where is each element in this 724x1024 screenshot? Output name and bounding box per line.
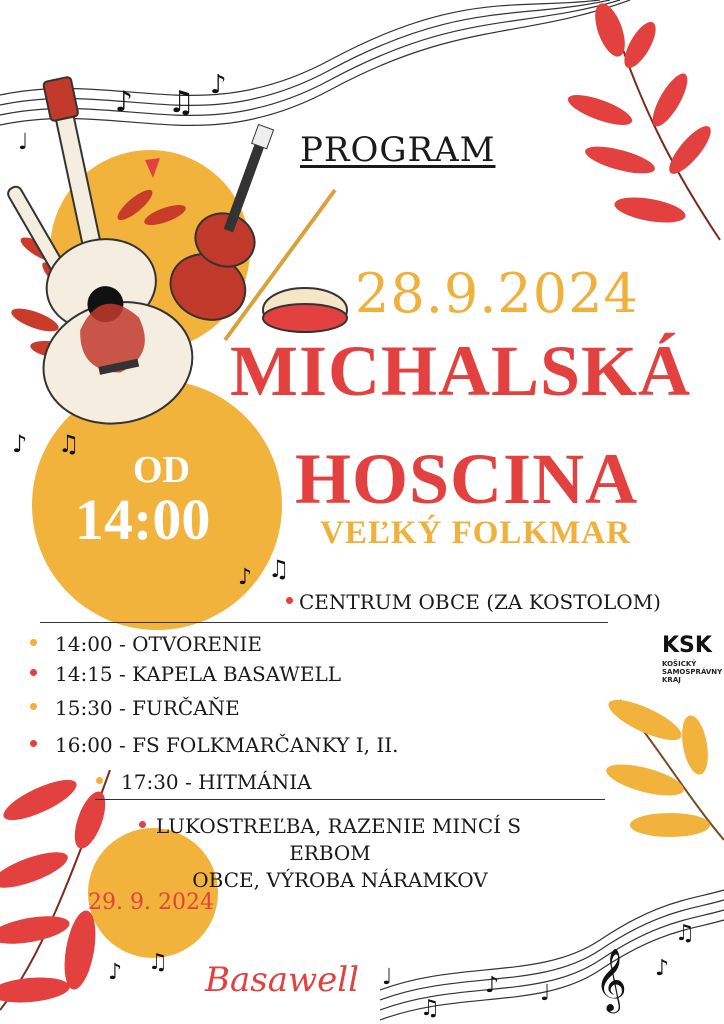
music-note-icon: ♫ [148, 950, 168, 975]
program-title: PROGRAM [300, 130, 496, 170]
sponsor-name: KOŠICKÝ SAMOSPRÁVNY KRAJ [662, 660, 723, 684]
bullet-dot [30, 639, 37, 646]
event-location [286, 590, 661, 614]
svg-text:KSK: KSK [662, 633, 712, 658]
bullet-dot [286, 597, 293, 604]
svg-text:𝄞: 𝄞 [595, 948, 627, 1011]
secondary-date: 29. 9. 2024 [88, 890, 214, 915]
location-text: CENTRUM OBCE (ZA KOSTOLOM) [299, 590, 661, 614]
event-date: 28.9.2024 [355, 262, 639, 325]
svg-text:♫: ♫ [420, 996, 440, 1021]
music-note-icon: ♪ [238, 565, 253, 590]
leaves-right-middle-icon [600, 690, 724, 850]
program-item: 14:00 - OTVORENIE [30, 632, 262, 656]
extra-activities [100, 813, 560, 894]
music-note-icon: ♪ [108, 960, 123, 985]
program-item: 17:30 - HITMÁNIA [96, 770, 312, 794]
svg-text:♩: ♩ [540, 981, 551, 1006]
bullet-dot [139, 821, 146, 828]
bullet-dot [96, 777, 103, 784]
bullet-dot [30, 703, 37, 710]
extra-line1: LUKOSTREĽBA, RAZENIE MINCÍ S ERBOM [100, 813, 560, 867]
event-title-line1: MICHALSKÁ [230, 331, 692, 411]
music-note-icon: ♪ [210, 70, 227, 100]
event-village: VEĽKÝ FOLKMAR [320, 515, 631, 551]
svg-text:♪: ♪ [485, 973, 500, 998]
divider-top [40, 622, 608, 623]
music-staff-bottom [380, 880, 724, 1024]
program-item: 14:15 - KAPELA BASAWELL [30, 662, 341, 686]
program-item: 16:00 - FS FOLKMARČANKY I, II. [30, 733, 399, 757]
band-logo: Basawell [205, 960, 359, 1000]
start-time: 14:00 [75, 487, 211, 552]
program-item: 15:30 - FURČAŇE [30, 696, 240, 720]
svg-text:♪: ♪ [655, 956, 670, 981]
svg-text:♫: ♫ [675, 921, 695, 946]
music-note-icon: ♫ [58, 430, 80, 458]
divider-bottom [95, 799, 605, 800]
bullet-dot [30, 669, 37, 676]
music-note-icon: ♫ [268, 555, 290, 583]
music-note-icon: ♩ [18, 130, 29, 155]
event-title-line2: HOSCINA [295, 439, 639, 519]
leaves-top-right-icon [570, 0, 724, 250]
music-note-icon: ♩ [382, 965, 393, 990]
music-note-icon: ♪ [12, 430, 28, 458]
music-note-icon: ♫ [168, 85, 195, 120]
ksk-logo-icon [662, 628, 712, 658]
bullet-dot [30, 740, 37, 747]
music-note-icon: ♪ [115, 85, 133, 118]
time-prefix: OD [133, 449, 190, 491]
extra-line2: OBCE, VÝROBA NÁRAMKOV [192, 868, 488, 892]
